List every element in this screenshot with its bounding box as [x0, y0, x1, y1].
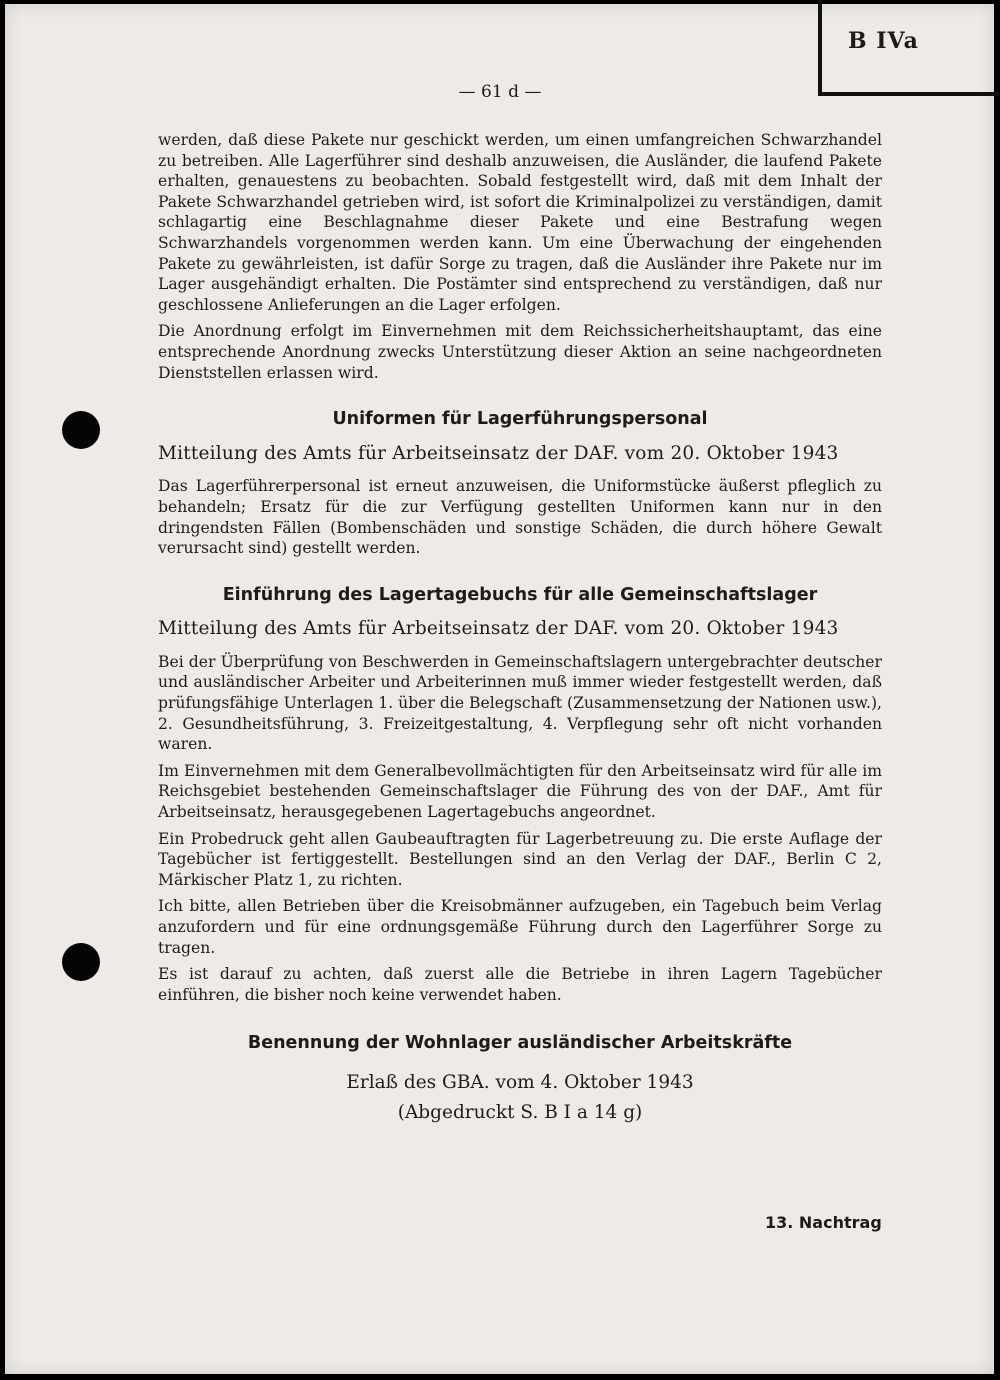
section-subheading-diary: Mitteilung des Amts für Arbeitseinsatz der DAF. vom 20. Oktober 1943: [158, 618, 839, 640]
reprint-reference: (Abgedruckt S. B I a 14 g): [397, 1101, 643, 1123]
punch-hole-top: [62, 411, 100, 449]
document-body: [158, 130, 882, 1128]
paragraph: Das Lagerführerpersonal ist erneut anzuweisen, die Uniformstücke äußerst pfleglich zu behandeln; Ersatz für die zur Verfügung gestellten Uniformen kann nur in den dringendsten Fällen (Bombenschäden und sonstige Schäden, die durch höhere Gewalt verursacht sind) gestellt werden.: [158, 477, 882, 558]
intro-paragraph: Die Anordnung erfolgt im Einvernehmen mit dem Reichssicherheitshauptamt, das eine entsprechende Anordnung zwecks Unterstützung dieser Aktion an seine nachgeordneten Dienststellen erlassen wird.: [158, 322, 882, 382]
section-heading-diary: Einführung des Lagertagebuchs für alle Gemeinschaftslager: [222, 584, 818, 605]
punch-hole-bottom: [62, 943, 100, 981]
paragraph: Ich bitte, allen Betrieben über die Kreisobmänner aufzugeben, ein Tagebuch beim Verlag anzufordern und für eine ordnungsgemäße Führung durch den Lagerführer Sorge zu tragen.: [158, 897, 882, 957]
paragraph: Bei der Überprüfung von Beschwerden in Gemeinschaftslagern untergebrachter deutscher und ausländischer Arbeiter und Arbeiterinnen muß immer wieder festgestellt werden, daß prüfungsfähige Unterlagen 1. über die Belegschaft (Zusammensetzung der Nationen usw.), 2. Gesundheitsführung, 3. Freizeitgestaltung, 4. Verpflegung sehr oft nicht vorhanden waren.: [158, 652, 882, 754]
paragraph: Ein Probedruck geht allen Gaubeauftragten für Lagerbetreuung zu. Die erste Auflage der Tagebücher ist fertiggestellt. Bestellungen sind an den Verlag der DAF., Berlin C 2, Märkischer Platz 1, zu richten.: [158, 829, 882, 889]
section-heading-camps: Benennung der Wohnlager ausländischer Arbeitskräfte: [247, 1033, 793, 1054]
section-subheading-uniforms: Mitteilung des Amts für Arbeitseinsatz der DAF. vom 20. Oktober 1943: [158, 442, 839, 464]
decree-line: Erlaß des GBA. vom 4. Oktober 1943: [346, 1071, 694, 1093]
paragraph: Es ist darauf zu achten, daß zuerst alle die Betriebe in ihren Lagern Tagebücher einführen, die bisher noch keine verwendet haben.: [158, 965, 882, 1004]
section-code: B IVa: [848, 28, 919, 54]
section-heading-uniforms: Uniformen für Lagerführungspersonal: [332, 409, 708, 430]
page-number: — 61 d —: [458, 82, 542, 102]
supplement-label: 13. Nachtrag: [765, 1213, 882, 1232]
paragraph: Im Einvernehmen mit dem Generalbevollmächtigten für den Arbeitseinsatz wird für alle im Reichsgebiet bestehenden Gemeinschaftslager die Führung des von der DAF., Amt für Arbeitseinsatz, herausgegebenen Lagertagebuchs angeordnet.: [158, 761, 882, 822]
intro-paragraph: werden, daß diese Pakete nur geschickt werden, um einen umfangreichen Schwarzhandel zu betreiben. Alle Lagerführer sind deshalb anzuweisen, die Ausländer, die laufend Pakete erhalten, genauestens zu beobachten. Sobald festgestellt wird, daß mit dem Inhalt der Pakete Schwarzhandel getrieben wird, ist sofort die Kriminalpolizei zu verständigen, damit schlagartig eine Beschlagnahme dieser Pakete und eine Bestrafung wegen Schwarzhandels vorgenommen werden kann. Um eine Überwachung der eingehenden Pakete zu gewährleisten, ist dafür Sorge zu tragen, daß die Ausländer ihre Pakete nur im Lager ausgehändigt erhalten. Die Postämter sind entsprechend zu verständigen, daß nur geschlossene Anlieferungen an die Lager erfolgen.: [158, 131, 882, 314]
